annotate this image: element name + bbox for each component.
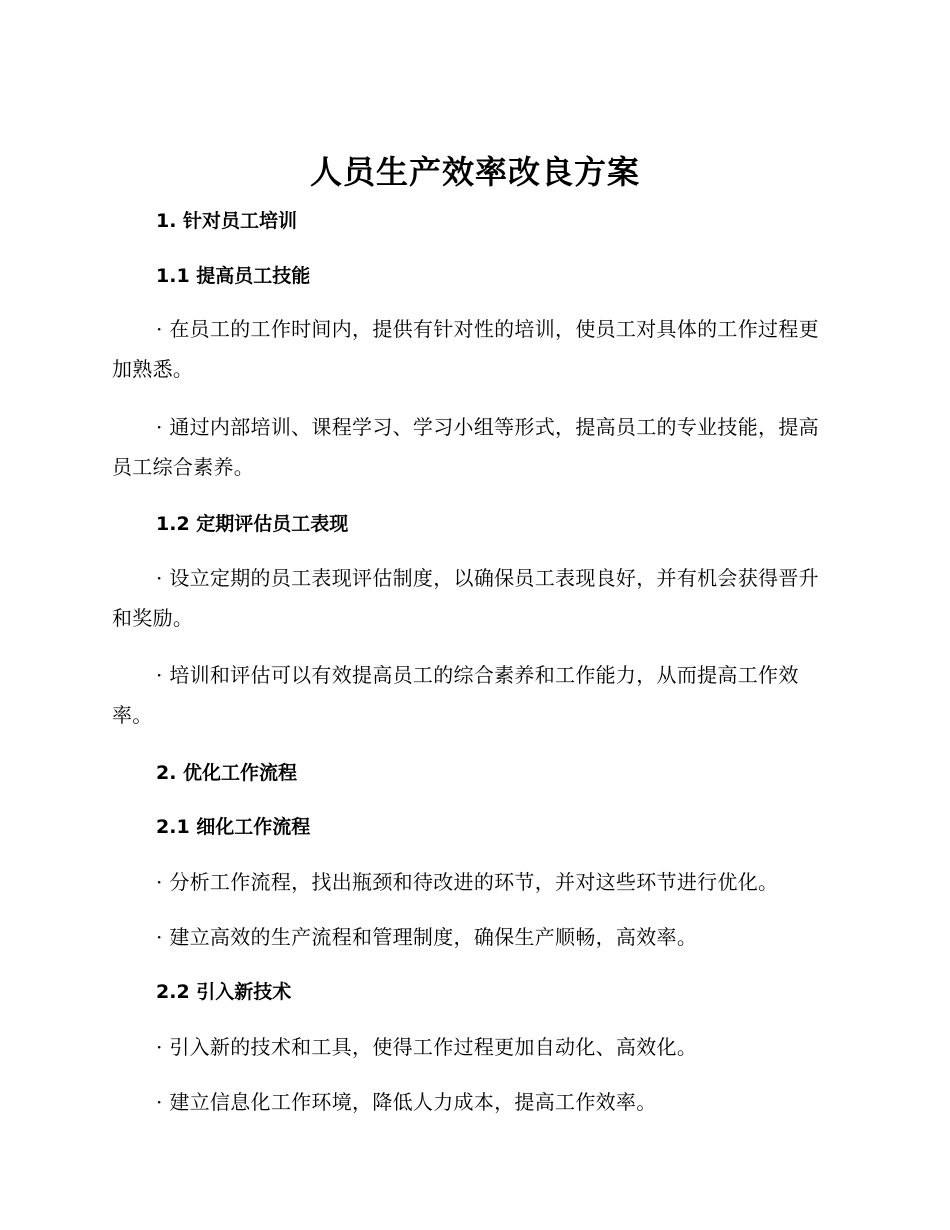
bullet-paragraph: · 分析工作流程，找出瓶颈和待改进的环节，并对这些环节进行优化。 [156,870,779,894]
subsection-heading-2-1: 2.1 细化工作流程 [156,816,311,838]
section-heading-1: 1. 针对员工培训 [156,210,298,232]
section-heading-2: 2. 优化工作流程 [156,762,298,784]
bullet-paragraph: · 引入新的技术和工具，使得工作过程更加自动化、高效化。 [156,1035,698,1059]
bullet-paragraph: · 建立高效的生产流程和管理制度，确保生产顺畅，高效率。 [156,925,698,949]
bullet-paragraph: · 建立信息化工作环境，降低人力成本，提高工作效率。 [156,1090,657,1114]
bullet-paragraph: · 在员工的工作时间内，提供有针对性的培训，使员工对具体的工作过程更加熟悉。 [112,317,819,381]
subsection-heading-2-2: 2.2 引入新技术 [156,981,292,1003]
subsection-heading-1-1: 1.1 提高员工技能 [156,265,311,287]
subsection-heading-1-2: 1.2 定期评估员工表现 [156,513,349,535]
document-title: 人员生产效率改良方案 [309,153,640,191]
bullet-paragraph: · 设立定期的员工表现评估制度，以确保员工表现良好，并有机会获得晋升和奖励。 [112,566,819,630]
bullet-paragraph: · 通过内部培训、课程学习、学习小组等形式，提高员工的专业技能，提高员工综合素养。 [112,415,819,479]
bullet-paragraph: · 培训和评估可以有效提高员工的综合素养和工作能力，从而提高工作效率。 [112,663,799,727]
